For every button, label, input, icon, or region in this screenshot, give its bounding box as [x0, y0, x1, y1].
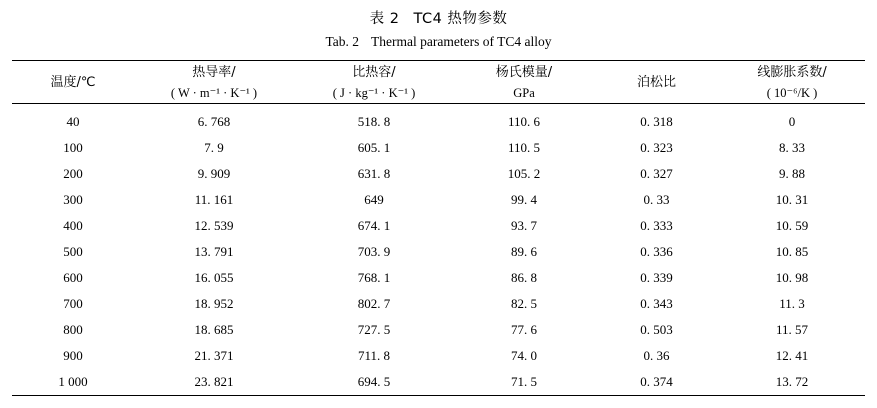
table-row: [12, 369, 865, 396]
table-bottom-rule: [12, 396, 865, 399]
table-cell: 74. 0: [511, 348, 537, 363]
table-cell: 82. 5: [511, 296, 537, 311]
table-row: [12, 317, 865, 343]
table-cell: 631. 8: [357, 166, 391, 181]
table-cell: 100: [63, 140, 83, 155]
table-bottom-rule-row: [12, 396, 865, 399]
column-header-youngs-modulus-unit: GPa: [513, 86, 535, 100]
table-row: [12, 265, 865, 291]
column-header-thermal-expansion-label: 线膨胀系数/: [757, 65, 827, 80]
column-header-poisson-ratio-label: 泊松比: [636, 75, 676, 90]
table-cell: 1 000: [58, 374, 88, 389]
caption-chinese-title: TC4 热物参数: [413, 11, 508, 27]
table-cell: 600: [63, 270, 83, 285]
caption-chinese-label: 表 2: [369, 11, 400, 27]
table-cell: 0. 339: [640, 270, 673, 285]
table-cell: 9. 909: [197, 166, 231, 181]
table-row: [12, 291, 865, 317]
table-row: [12, 213, 865, 239]
table-cell: 9. 88: [779, 166, 806, 181]
column-header-specific-heat-label: 比热容/: [352, 65, 396, 80]
table-cell: 71. 5: [511, 374, 537, 389]
table-cell: 21. 371: [194, 348, 234, 363]
table-cell: 0. 343: [640, 296, 673, 311]
table-cell: 0. 374: [640, 374, 673, 389]
table-row: [12, 187, 865, 213]
table-cell: 7. 9: [204, 140, 224, 155]
table-cell: 13. 791: [194, 244, 234, 259]
table-cell: 727. 5: [357, 322, 391, 337]
table-cell: 8. 33: [779, 140, 806, 155]
table-cell: 89. 6: [511, 244, 537, 259]
table-cell: 10. 31: [775, 192, 809, 207]
table-cell: 0. 327: [640, 166, 673, 181]
table-cell: 0. 318: [640, 114, 673, 129]
column-header-poisson-ratio: [594, 63, 719, 104]
table-row: [12, 343, 865, 369]
table-cell: 605. 1: [357, 140, 391, 155]
table-cell: 711. 8: [357, 348, 391, 363]
table-header-row: [12, 63, 865, 104]
table-row: [12, 109, 865, 135]
table-cell: 0. 33: [643, 192, 670, 207]
table-cell: 768. 1: [357, 270, 391, 285]
table-body: [12, 106, 865, 396]
column-header-temperature-label: 温度/℃: [50, 75, 96, 90]
column-header-thermal-expansion-unit: ( 10⁻⁶/K ): [766, 86, 818, 100]
table-cell: 694. 5: [357, 374, 391, 389]
table-cell: 16. 055: [194, 270, 234, 285]
table-cell: 0. 503: [640, 322, 673, 337]
table-caption-english: [12, 30, 865, 53]
table-cell: 77. 6: [511, 322, 537, 337]
table-cell: 800: [63, 322, 83, 337]
column-header-specific-heat: [294, 63, 454, 104]
table-cell: 6. 768: [197, 114, 231, 129]
table-cell: 18. 685: [194, 322, 234, 337]
thermal-parameters-table: [12, 60, 865, 398]
table-cell: 500: [63, 244, 83, 259]
table-cell: 703. 9: [357, 244, 391, 259]
table-cell: 649: [364, 192, 384, 207]
column-header-thermal-conductivity-label: 热导率/: [192, 65, 236, 80]
column-header-specific-heat-unit: ( J · kg⁻¹ · K⁻¹ ): [332, 86, 416, 100]
table-cell: 86. 8: [511, 270, 537, 285]
table-cell: 110. 6: [507, 114, 541, 129]
table-cell: 23. 821: [194, 374, 234, 389]
column-header-thermal-conductivity-unit: ( W · m⁻¹ · K⁻¹ ): [170, 86, 258, 100]
column-header-thermal-conductivity: [134, 63, 294, 104]
caption-english-title: Thermal parameters of TC4 alloy: [371, 34, 552, 49]
table-cell: 10. 98: [775, 270, 809, 285]
table-cell: 11. 57: [776, 322, 809, 337]
table-row: [12, 161, 865, 187]
table-cell: 700: [63, 296, 83, 311]
table-cell: 0. 333: [640, 218, 673, 233]
table-cell: 400: [63, 218, 83, 233]
table-cell: 12. 539: [194, 218, 234, 233]
table-cell: 802. 7: [357, 296, 391, 311]
table-cell: 518. 8: [357, 114, 391, 129]
table-cell: 110. 5: [507, 140, 541, 155]
column-header-youngs-modulus: [454, 63, 594, 104]
column-header-youngs-modulus-label: 杨氏模量/: [495, 65, 553, 80]
table-cell: 0. 323: [640, 140, 673, 155]
table-cell: 13. 72: [775, 374, 809, 389]
table-row: [12, 135, 865, 161]
table-cell: 900: [63, 348, 83, 363]
table-cell: 300: [63, 192, 83, 207]
table-cell: 99. 4: [511, 192, 537, 207]
table-cell: 11. 161: [194, 192, 234, 207]
table-cell: 40: [66, 114, 80, 129]
table-cell: 12. 41: [775, 348, 809, 363]
table-cell: 105. 2: [507, 166, 541, 181]
table-row: [12, 239, 865, 265]
table-cell: 0: [788, 114, 796, 129]
table-cell: 200: [63, 166, 83, 181]
table-cell: 674. 1: [357, 218, 391, 233]
table-cell: 0. 36: [643, 348, 670, 363]
table-cell: 10. 85: [775, 244, 809, 259]
table-caption-chinese: [12, 0, 865, 30]
table-cell: 0. 336: [640, 244, 673, 259]
table-cell: 93. 7: [511, 218, 537, 233]
table-cell: 11. 3: [779, 296, 805, 311]
table-cell: 10. 59: [775, 218, 809, 233]
column-header-thermal-expansion: [719, 63, 865, 104]
caption-english-label: Tab. 2: [325, 34, 360, 49]
table-cell: 18. 952: [194, 296, 234, 311]
column-header-temperature: [12, 63, 134, 104]
